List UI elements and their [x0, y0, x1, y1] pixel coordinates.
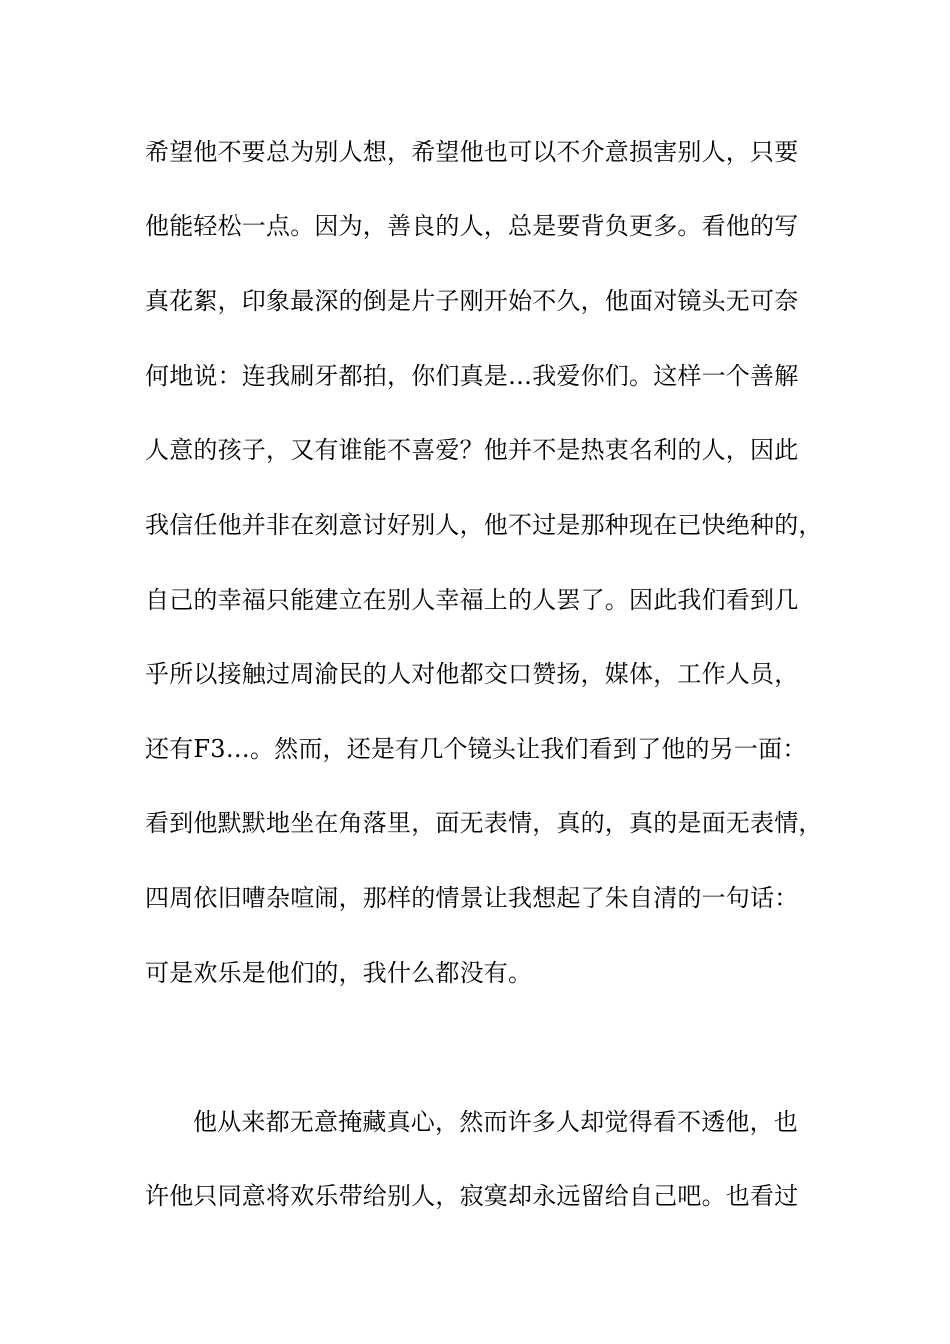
text-line: 他能轻松一点。因为，善良的人，总是要背负更多。看他的写	[145, 212, 799, 240]
text-line: 可是欢乐是他们的，我什么都没有。	[145, 959, 533, 987]
text-line: 看到他默默地坐在角落里，面无表情，真的，真的是面无表情，	[145, 809, 823, 837]
text-line: 还有F3…。然而，还是有几个镜头让我们看到了他的另一面：	[145, 735, 807, 763]
text-line: 人意的孩子，又有谁能不喜爱？他并不是热衷名利的人，因此	[145, 436, 799, 464]
text-line: 乎所以接触过周渝民的人对他都交口赞扬，媒体，工作人员，	[145, 660, 799, 688]
text-line: 真花絮，印象最深的倒是片子刚开始不久，他面对镜头无可奈	[145, 287, 799, 315]
text-line: 我信任他并非在刻意讨好别人，他不过是那种现在已快绝种的，	[145, 511, 823, 539]
text-line: 何地说：连我刷牙都拍，你们真是…我爱你们。这样一个善解	[145, 362, 799, 390]
text-line: 许他只同意将欢乐带给别人，寂寞却永远留给自己吧。也看过	[145, 1182, 799, 1210]
text-line: 他从来都无意掩藏真心，然而许多人却觉得看不透他，也	[193, 1108, 798, 1136]
text-line: 四周依旧嘈杂喧闹，那样的情景让我想起了朱自清的一句话：	[145, 884, 799, 912]
text-line: 希望他不要总为别人想，希望他也可以不介意损害别人，只要	[145, 138, 799, 166]
text-line: 自己的幸福只能建立在别人幸福上的人罢了。因此我们看到几	[145, 586, 799, 614]
